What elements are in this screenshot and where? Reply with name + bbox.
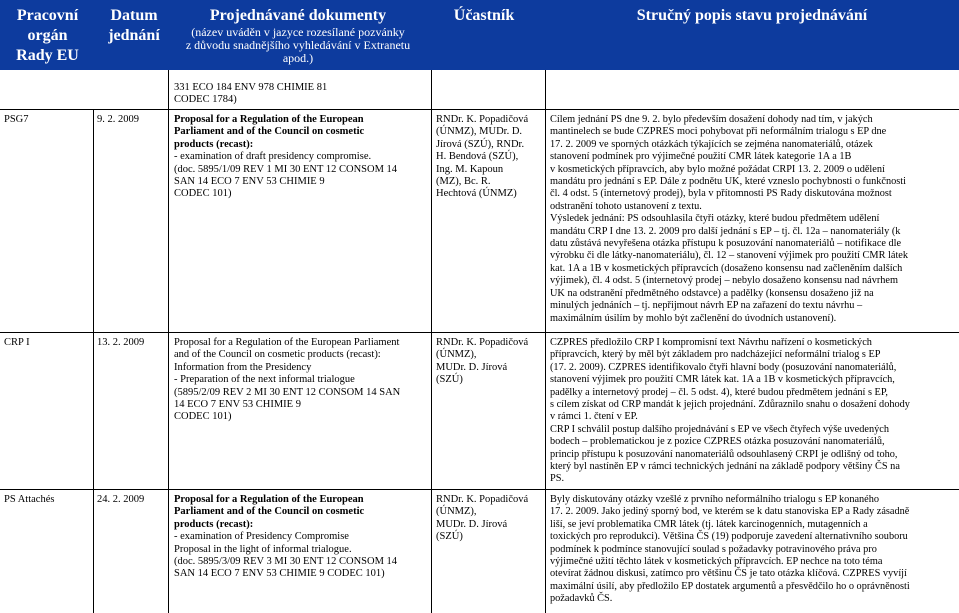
row2-desc-10: princip přístupu k posuzování nanomateriálů odsouhlasený CRPI je odlišný od toho, bbox=[550, 448, 898, 460]
row3-participants bbox=[436, 494, 544, 544]
row3-doc-bold-2: Parliament and of the Council on cosmetic bbox=[174, 506, 365, 518]
row1-desc-1: Cílem jednání PS dne 9. 2. bylo především dosažení dohody nad tím, v jakých bbox=[550, 114, 873, 125]
row1-desc-3: 17. 2. 2009 ve sporných otázkách týkajících se zejména nanomateriálů, otázek bbox=[550, 138, 873, 150]
row1-doc-1: - examination of draft presidency compromise. bbox=[174, 151, 372, 163]
row3-desc-7: otevírat žádnou diskusi, zatímco pro většinu ČS je tato otázka klíčová. CZPRES vyvíjí bbox=[550, 568, 907, 580]
row3-date-text: 24. 2. 2009 bbox=[97, 494, 145, 505]
row2-desc-12: PS. bbox=[550, 473, 565, 485]
row2-doc-1: Proposal for a Regulation of the European Parliament bbox=[174, 337, 400, 348]
row2-part-3: MUDr. D. Jírová bbox=[436, 361, 508, 373]
row3-organ-text: PS Attachés bbox=[4, 494, 55, 505]
row1-doc-bold-2: Parliament and of the Council on cosmetic bbox=[174, 126, 365, 138]
row2-desc-5: padělky a internetový prodej – čl. 5 odst. 4), které budou předmětem jednání s EP, bbox=[550, 386, 888, 398]
divider-prev-row bbox=[0, 109, 959, 110]
row2-desc-11: který byl nastíněn EP v rámci technických jednání na základě podpory většiny ČS na bbox=[550, 461, 900, 473]
header-documents-title: Projednávané dokumenty bbox=[209, 7, 387, 24]
row1-desc-11: datu zůstává nevyřešena otázka přístupu k posuzování nanomateriálů – notifikace dle bbox=[550, 238, 902, 250]
row1-desc-8: odstranění tohoto ustanovení z textu. bbox=[550, 200, 702, 212]
row1-date-text: 9. 2. 2009 bbox=[97, 114, 139, 125]
row1-desc-16: minulých jednáních – tj. nepřijmout návrh EP na zařazení do textu návrhu – bbox=[550, 300, 863, 312]
divider-row-2 bbox=[0, 489, 959, 490]
row1-doc-bold-1: Proposal for a Regulation of the European bbox=[174, 114, 364, 125]
header-documents-sub2: z důvodu snadnějšího vyhledávání v Extranetu bbox=[185, 38, 411, 52]
row2-doc-2: and of the Council on cosmetic products (recast): bbox=[174, 349, 381, 361]
row2-desc-9: bodech – problematickou je z pozice CZPRES otázka posuzování nanomateriálů, bbox=[550, 436, 885, 448]
col-divider-1 bbox=[93, 109, 94, 613]
row2-part-4: (SZÚ) bbox=[436, 374, 463, 386]
row2-desc-8: CRP I schválil postup dalšího projednávání s EP ve všech čtyřech výše uvedených bbox=[550, 423, 889, 435]
row2-organ bbox=[4, 337, 30, 349]
row3-desc-9: požadavků ČS. bbox=[550, 593, 613, 605]
prev-tail-line1: 331 ECO 184 ENV 978 CHIMIE 81 bbox=[174, 82, 328, 93]
row1-date bbox=[97, 114, 139, 126]
row3-part-2: (ÚNMZ), bbox=[436, 506, 477, 518]
row3-doc-4: SAN 14 ECO 7 ENV 53 CHIMIE 9 CODEC 101) bbox=[174, 568, 385, 580]
row3-desc-3: liší, se jeví problematika CMR látek (tj. látek karcinogenních, mutagenních a bbox=[550, 518, 868, 530]
row1-participants bbox=[436, 114, 544, 201]
row1-description bbox=[550, 114, 952, 325]
header-date bbox=[95, 6, 173, 76]
header-date-line1: Datum bbox=[110, 7, 158, 24]
row3-doc-1: - examination of Presidency Compromise bbox=[174, 531, 349, 543]
row1-desc-14: výjimek), čl. 4 odst. 5 (internetový prodej – nebylo dosaženo konsensu nad návrhem bbox=[550, 275, 899, 287]
row1-desc-10: mandátu CRP I dne 13. 2. 2009 pro další jednání s EP – tj. čl. 12a – nanomateriály (k bbox=[550, 225, 901, 237]
row3-desc-4: toxických pro reprodukci). Většina ČS (19) podporuje zavedení alternativního souboru bbox=[550, 531, 908, 543]
row2-organ-text: CRP I bbox=[4, 337, 30, 348]
row1-doc-bold-3: products (recast): bbox=[174, 138, 254, 150]
header-participant bbox=[423, 6, 545, 76]
header-description-label: Stručný popis stavu projednávání bbox=[636, 7, 868, 24]
row2-doc-3: Information from the Presidency bbox=[174, 361, 312, 373]
row1-part-5: Ing. M. Kapoun bbox=[436, 163, 504, 175]
row1-part-7: Hechtová (ÚNMZ) bbox=[436, 188, 517, 200]
row2-doc-4: - Preparation of the next informal trialogue bbox=[174, 374, 355, 386]
row2-part-2: (ÚNMZ), bbox=[436, 349, 477, 361]
row1-doc-2: (doc. 5895/1/09 REV 1 MI 30 ENT 12 CONSOM 14 bbox=[174, 163, 398, 175]
header-documents bbox=[173, 6, 423, 76]
row3-date bbox=[97, 494, 144, 506]
row1-part-6: (MZ), Bc. R. bbox=[436, 176, 491, 188]
row3-desc-2: 17. 2. 2009. Jako jediný sporný bod, ve kterém se k datu stanoviska EP a Rady zásadně bbox=[550, 506, 910, 518]
row1-doc-3: SAN 14 ECO 7 ENV 53 CHIMIE 9 bbox=[174, 176, 325, 188]
row2-date bbox=[97, 337, 144, 349]
row2-doc-5: (5895/2/09 REV 2 MI 30 ENT 12 CONSOM 14 SAN bbox=[174, 386, 401, 398]
row2-desc-1: CZPRES předložilo CRP I kompromisní text Návrhu nařízení o kosmetických bbox=[550, 337, 872, 348]
row3-description bbox=[550, 494, 952, 606]
row3-part-1: RNDr. K. Popadičová bbox=[436, 494, 529, 505]
row1-organ bbox=[4, 114, 29, 126]
header-documents-sub1: (název uváděn v jazyce rozesílané pozvánky bbox=[191, 25, 405, 39]
row3-desc-5: podmínek k podmínce stanovující soulad s požadavky potravinového práva pro bbox=[550, 543, 877, 555]
row2-desc-4: stanovení výjimek pro použití CMR látek kat. 1A a 1B v kosmetických přípravcích, bbox=[550, 374, 895, 386]
row2-desc-6: s cílem získat od CRP mandát k jejich projednání. Zdůraznilo snahu o dosažení dohody bbox=[550, 399, 910, 411]
col-divider-3 bbox=[431, 70, 432, 613]
row1-doc-4: CODEC 101) bbox=[174, 188, 232, 200]
row1-desc-12: výrobku či dle látky-nanomateriálu), čl. 12 – stanovení výjimek pro použití CMR látek bbox=[550, 250, 909, 262]
prev-row-doc-tail bbox=[174, 82, 424, 107]
header-organ-line1: Pracovní bbox=[16, 7, 79, 24]
row1-documents bbox=[174, 114, 426, 201]
row3-desc-6: výjimečné užití těchto látek v kosmetických přípravcích. EP nechce na toto téma bbox=[550, 556, 883, 568]
row2-desc-7: v rámci 1. čtení v EP. bbox=[550, 411, 638, 423]
row2-date-text: 13. 2. 2009 bbox=[97, 337, 145, 348]
row2-part-1: RNDr. K. Popadičová bbox=[436, 337, 529, 348]
row1-desc-17: maximálním úsilím by mohlo být začlenění do úvodních ustanovení). bbox=[550, 312, 837, 324]
header-date-line2: jednání bbox=[108, 27, 160, 44]
row1-desc-15: UK na odstranění předmětného odstavce) a padělky (konsensu dosaženo již na bbox=[550, 287, 874, 299]
row2-doc-6: 14 ECO 7 ENV 53 CHIMIE 9 bbox=[174, 399, 301, 411]
row2-desc-3: (17. 2. 2009). CZPRES identifikovalo čtyři hlavní body (posuzování nanomateriálů, bbox=[550, 361, 897, 373]
row3-doc-bold-1: Proposal for a Regulation of the European bbox=[174, 494, 364, 505]
row3-documents bbox=[174, 494, 426, 581]
row1-part-4: H. Bendová (SZÚ), bbox=[436, 151, 519, 163]
row1-part-3: Jírová (SZÚ), RNDr. bbox=[436, 138, 525, 150]
row1-desc-7: čl. 4 odst. 5 (internetový prodej), byla v přítomnosti PS Rady diskutována možnost bbox=[550, 188, 892, 200]
row3-doc-2: Proposal in the light of informal trialogue. bbox=[174, 543, 352, 555]
row1-desc-6: mandátu pro jednání s EP. Dále z podnětu UK, které vzneslo pochybnosti o funkčnosti bbox=[550, 176, 907, 188]
row2-participants bbox=[436, 337, 544, 387]
row1-part-1: RNDr. K. Popadičová bbox=[436, 114, 529, 125]
row1-desc-13: kat. 1A a 1B v kosmetických přípravcích (dosaženo konsensu nad začleněním dalších bbox=[550, 262, 903, 274]
header-participant-label: Účastník bbox=[453, 7, 515, 24]
row1-organ-text: PSG7 bbox=[4, 114, 29, 125]
row3-desc-1: Byly diskutovány otázky vzešlé z prvního neformálního trialogu s EP konaného bbox=[550, 494, 880, 505]
row1-desc-5: v kosmetických přípravcích, aby bylo možné požádat CRPI 13. 2. 2009 o udělení bbox=[550, 163, 885, 175]
header-organ bbox=[0, 6, 95, 76]
header-description bbox=[545, 6, 959, 76]
row3-part-3: MUDr. D. Jírová bbox=[436, 518, 508, 530]
header-organ-line2: orgán bbox=[27, 27, 68, 44]
table-header bbox=[0, 0, 959, 70]
row1-desc-2: mantinelech se bude CZPRES moci pohybovat při neformálním trialogu s EP dne bbox=[550, 126, 887, 138]
divider-row-1 bbox=[0, 332, 959, 333]
row2-doc-7: CODEC 101) bbox=[174, 411, 232, 423]
row1-part-2: (ÚNMZ), MUDr. D. bbox=[436, 126, 523, 138]
row2-documents bbox=[174, 337, 426, 424]
row3-desc-8: maximální úsilí, aby předložilo EP dostatek argumentů a přesvědčilo ho o oprávněnosti bbox=[550, 580, 910, 592]
header-documents-sub3: apod.) bbox=[282, 51, 314, 65]
row3-doc-3: (doc. 5895/3/09 REV 3 MI 30 ENT 12 CONSOM 14 bbox=[174, 556, 398, 568]
row2-desc-2: přípravcích, který by měl být základem pro nadcházející neformální trialog s EP bbox=[550, 349, 881, 361]
row2-description bbox=[550, 337, 952, 486]
col-divider-2 bbox=[168, 70, 169, 613]
row1-desc-4: stanovení podmínek pro výjimečné použití CMR látek kategorie 1A a 1B bbox=[550, 151, 852, 163]
row3-doc-bold-3: products (recast): bbox=[174, 518, 254, 530]
row1-desc-9: Výsledek jednání: PS odsouhlasila čtyři otázky, které budou předmětem udělení bbox=[550, 213, 880, 225]
row3-organ bbox=[4, 494, 54, 506]
col-divider-4 bbox=[545, 70, 546, 613]
header-organ-line3: Rady EU bbox=[16, 47, 79, 64]
prev-tail-line2: CODEC 1784) bbox=[174, 94, 237, 106]
row3-part-4: (SZÚ) bbox=[436, 531, 463, 543]
